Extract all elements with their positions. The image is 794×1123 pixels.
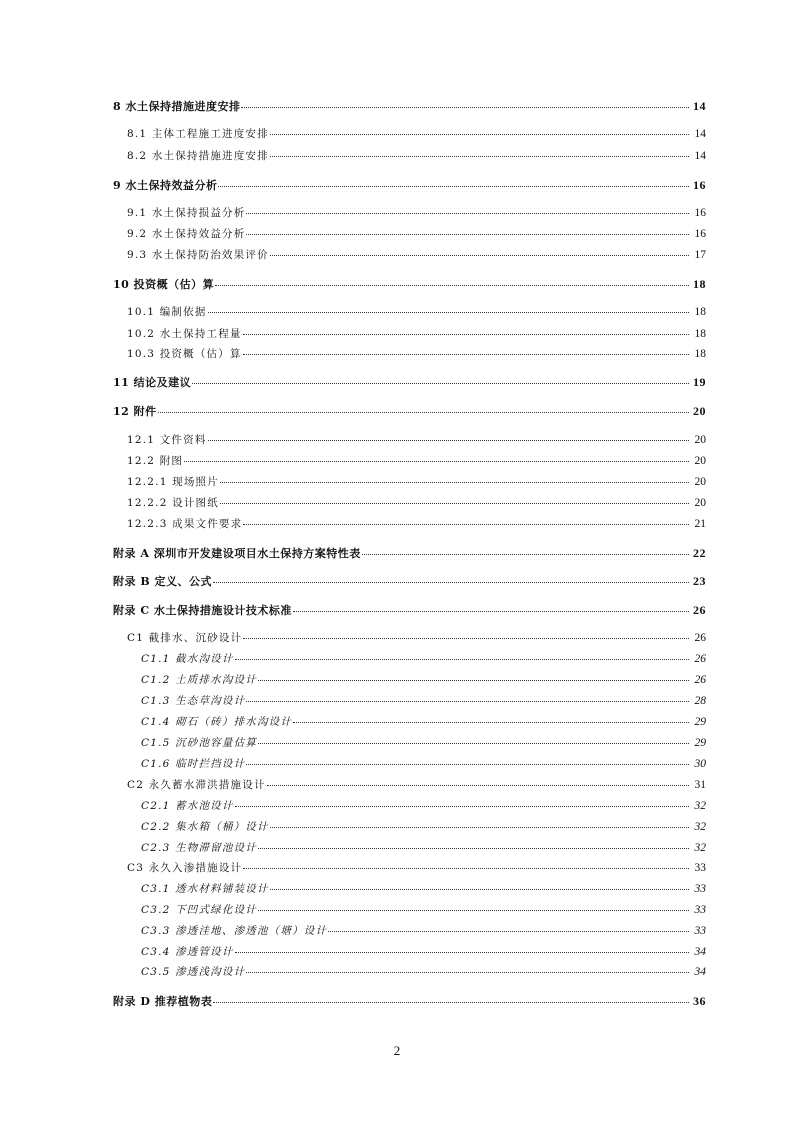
toc-entry-title: 9.2 水土保持效益分析	[127, 228, 246, 240]
toc-entry[interactable]	[141, 735, 706, 750]
toc-entry[interactable]	[141, 693, 706, 708]
toc-entry[interactable]	[141, 840, 706, 855]
toc-entry-page: 16	[694, 228, 706, 240]
dot-leader	[270, 827, 689, 828]
toc-entry-title: C3.1 透水材料铺装设计	[141, 883, 269, 895]
dot-leader	[293, 611, 689, 612]
dot-leader	[258, 910, 689, 911]
dot-leader	[362, 554, 689, 555]
toc-entry-title: 8.1 主体工程施工进度安排	[127, 128, 269, 140]
toc-entry[interactable]	[141, 819, 706, 834]
toc-entry-title: 12.1 文件资料	[127, 434, 207, 446]
dot-leader	[270, 134, 689, 135]
toc-entry[interactable]	[127, 495, 706, 510]
dot-leader	[246, 701, 689, 702]
toc-entry-page: 18	[694, 348, 706, 360]
dot-leader	[246, 213, 689, 214]
toc-entry-title: C2 永久蓄水滞洪措施设计	[127, 779, 266, 791]
toc-entry[interactable]	[141, 672, 706, 687]
toc-entry-page: 36	[693, 994, 706, 1008]
toc-entry-page: 20	[694, 434, 706, 446]
toc-entry-title: C3.4 渗透管设计	[141, 946, 234, 958]
toc-entry-title: C1.3 生态草沟设计	[141, 695, 246, 707]
toc-entry-page: 33	[694, 862, 706, 874]
toc-entry-page: 34	[694, 946, 706, 958]
toc-entry-title: 12.2.3 成果文件要求	[127, 518, 243, 530]
toc-entry-title: 附录 A 深圳市开发建设项目水土保持方案特性表	[113, 547, 361, 560]
toc-entry[interactable]	[113, 403, 706, 419]
toc-entry-title: 附录 B 定义、公式	[113, 575, 212, 588]
dot-leader	[158, 412, 689, 413]
dot-leader	[267, 785, 689, 786]
dot-leader	[235, 806, 689, 807]
toc-entry-title: 10.1 编制依据	[127, 306, 207, 318]
toc-entry[interactable]	[113, 573, 706, 589]
toc-entry[interactable]	[127, 226, 706, 241]
dot-leader	[270, 156, 689, 157]
dot-leader	[328, 931, 689, 932]
toc-entry[interactable]	[141, 881, 706, 896]
dot-leader	[235, 952, 689, 953]
toc-entry[interactable]	[141, 651, 706, 666]
toc-entry-page: 33	[694, 904, 706, 916]
dot-leader	[243, 868, 689, 869]
toc-entry[interactable]	[141, 923, 706, 938]
dot-leader	[208, 312, 689, 313]
toc-entry-page: 30	[694, 758, 706, 770]
toc-entry-page: 18	[694, 328, 706, 340]
dot-leader	[258, 848, 689, 849]
toc-entry-page: 14	[693, 99, 706, 113]
toc-entry[interactable]	[127, 516, 706, 531]
toc-entry-title: 10.3 投资概（估）算	[127, 348, 242, 360]
dot-leader	[243, 334, 689, 335]
dot-leader	[246, 972, 689, 973]
toc-entry[interactable]	[141, 964, 706, 979]
dot-leader	[270, 255, 689, 256]
toc-entry-page: 20	[694, 455, 706, 467]
toc-entry-page: 23	[693, 574, 706, 588]
toc-entry-page: 28	[694, 695, 706, 707]
toc-entry-title: 12.2.2 设计图纸	[127, 497, 219, 509]
dot-leader	[270, 889, 689, 890]
toc-entry[interactable]	[127, 247, 706, 262]
toc-entry-title: C1 截排水、沉砂设计	[127, 632, 243, 644]
toc-entry[interactable]	[127, 346, 706, 361]
toc-entry-title: 附录 D 推荐植物表	[113, 995, 213, 1008]
toc-entry-page: 33	[694, 925, 706, 937]
toc-entry[interactable]	[127, 474, 706, 489]
toc-entry[interactable]	[141, 902, 706, 917]
toc-entry[interactable]	[127, 304, 706, 319]
toc-entry[interactable]	[141, 944, 706, 959]
dot-leader	[218, 186, 689, 187]
toc-entry-page: 32	[694, 842, 706, 854]
toc-entry[interactable]	[127, 205, 706, 220]
dot-leader	[241, 107, 689, 108]
toc-entry-page: 26	[694, 674, 706, 686]
toc-entry[interactable]	[141, 798, 706, 813]
toc-entry-page: 26	[694, 632, 706, 644]
dot-leader	[208, 440, 689, 441]
toc-entry-page: 29	[694, 716, 706, 728]
toc-entry-page: 34	[694, 966, 706, 978]
toc-entry-title: 11 结论及建议	[113, 376, 192, 389]
toc-entry-title: C3.5 渗透浅沟设计	[141, 966, 246, 978]
dot-leader	[293, 722, 689, 723]
toc-entry[interactable]	[127, 777, 706, 792]
toc-entry-title: C1.6 临时拦挡设计	[141, 758, 246, 770]
toc-entry[interactable]	[127, 860, 706, 875]
toc-entry-title: C1.5 沉砂池容量估算	[141, 737, 257, 749]
toc-entry-page: 18	[694, 306, 706, 318]
toc-entry-title: C1.2 土质排水沟设计	[141, 674, 257, 686]
toc-entry[interactable]	[113, 98, 706, 114]
toc-entry-title: C3.2 下凹式绿化设计	[141, 904, 257, 916]
toc-entry-title: C2.1 蓄水池设计	[141, 800, 234, 812]
toc-entry-title: 9 水土保持效益分析	[113, 179, 218, 192]
toc-entry[interactable]	[127, 453, 706, 468]
dot-leader	[258, 743, 689, 744]
toc-entry[interactable]	[113, 545, 706, 561]
toc-entry-page: 17	[694, 249, 706, 261]
toc-entry[interactable]	[127, 630, 706, 645]
toc-entry-title: 9.3 水土保持防治效果评价	[127, 249, 269, 261]
toc-entry-title: 10.2 水土保持工程量	[127, 328, 242, 340]
toc-entry-title: C3 永久入渗措施设计	[127, 862, 243, 874]
toc-entry-title: 10 投资概（估）算	[113, 278, 215, 291]
toc-entry-page: 22	[693, 546, 706, 560]
toc-entry-title: 8.2 水土保持措施进度安排	[127, 150, 269, 162]
toc-entry[interactable]	[141, 714, 706, 729]
toc-entry[interactable]	[113, 177, 706, 193]
toc-entry[interactable]	[127, 326, 706, 341]
dot-leader	[243, 524, 689, 525]
toc-entry-title: 8 水土保持措施进度安排	[113, 100, 241, 113]
dot-leader	[243, 638, 689, 639]
toc-entry[interactable]	[113, 993, 706, 1009]
toc-entry-title: C3.3 渗透洼地、渗透池（塘）设计	[141, 925, 328, 937]
toc-entry-title: 9.1 水土保持损益分析	[127, 207, 246, 219]
toc-entry-page: 16	[694, 207, 706, 219]
dot-leader	[246, 764, 689, 765]
toc-entry[interactable]	[113, 374, 706, 390]
toc-entry-page: 26	[693, 603, 706, 617]
toc-entry-page: 19	[693, 375, 706, 389]
toc-entry-page: 20	[693, 404, 706, 418]
toc-entry-page: 21	[694, 518, 706, 530]
toc-entry-page: 14	[694, 128, 706, 140]
dot-leader	[258, 680, 689, 681]
toc-entry-page: 29	[694, 737, 706, 749]
toc-entry-page: 20	[694, 497, 706, 509]
toc-entry-title: C2.3 生物滞留池设计	[141, 842, 257, 854]
toc-entry[interactable]	[127, 432, 706, 447]
toc-entry-title: C2.2 集水箱（桶）设计	[141, 821, 269, 833]
dot-leader	[215, 285, 689, 286]
toc-entry-title: 12 附件	[113, 405, 157, 418]
dot-leader	[184, 461, 689, 462]
dot-leader	[220, 503, 689, 504]
toc-entry[interactable]	[141, 756, 706, 771]
toc-entry-page: 18	[693, 277, 706, 291]
dot-leader	[246, 234, 689, 235]
toc-entry-page: 20	[694, 476, 706, 488]
toc-entry-page: 32	[694, 800, 706, 812]
toc-entry-title: 12.2.1 现场照片	[127, 476, 219, 488]
toc-entry[interactable]	[127, 126, 706, 141]
page-number: 2	[393, 1043, 401, 1058]
dot-leader	[243, 354, 689, 355]
toc-entry[interactable]	[113, 276, 706, 292]
dot-leader	[213, 582, 689, 583]
toc-entry-page: 26	[694, 653, 706, 665]
toc-entry[interactable]	[113, 602, 706, 618]
dot-leader	[235, 659, 689, 660]
toc-entry-page: 14	[694, 150, 706, 162]
dot-leader	[192, 383, 689, 384]
toc-entry-page: 33	[694, 883, 706, 895]
toc-entry[interactable]	[127, 148, 706, 163]
toc-entry-title: 12.2 附图	[127, 455, 184, 467]
dot-leader	[220, 482, 689, 483]
toc-entry-title: 附录 C 水土保持措施设计技术标准	[113, 604, 292, 617]
dot-leader	[213, 1002, 689, 1003]
toc-entry-page: 31	[694, 779, 706, 791]
toc-entry-title: C1.4 砌石（砖）排水沟设计	[141, 716, 293, 728]
toc-entry-page: 16	[693, 178, 706, 192]
toc-entry-title: C1.1 截水沟设计	[141, 653, 234, 665]
toc-entry-page: 32	[694, 821, 706, 833]
